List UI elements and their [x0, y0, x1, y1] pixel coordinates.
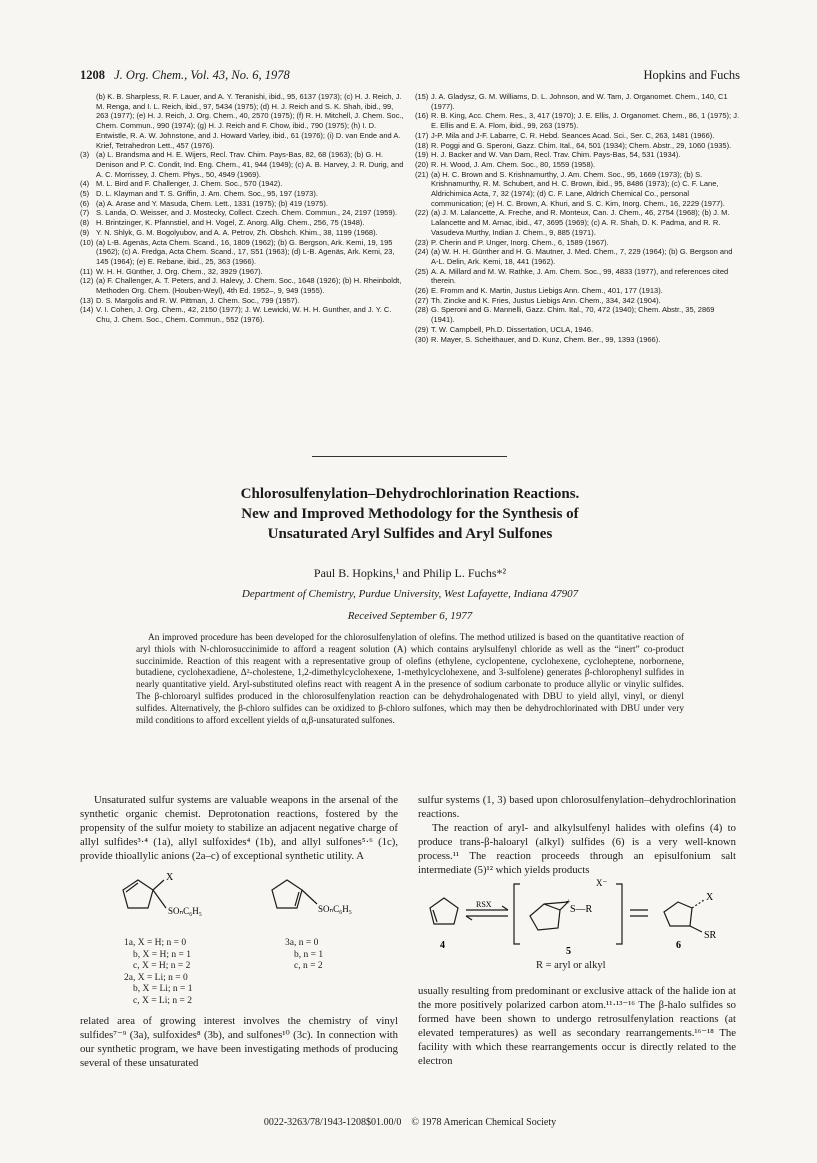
left-bracket	[514, 884, 520, 944]
sulfonium-charge: +	[566, 897, 571, 906]
compound-label: b, X = H; n = 1	[133, 949, 191, 960]
reference-number: (29)	[415, 324, 429, 334]
reference-entry	[415, 160, 740, 170]
sulfonyl-group: SOₙC₆H₅	[168, 906, 202, 916]
compound-label: 2a, X = Li; n = 0	[124, 972, 188, 983]
bond-to-x	[153, 880, 164, 890]
reference-text: (b) K. B. Sharpless, R. F. Lauer, and A. Y. Teranishi, ibid., 95, 6137 (1973); (c) H. J. Reich, J. M. Renga, and I. L. Reich, ibid., 97, 5434 (1975); (d) H. J. Reich and S. K. Shah, ibid., 99, 263 (1977); (e) H. J. Reich, J. Org. Chem., 40, 2570 (1975); (f) R. H. Mitchell, J. Chem. Soc., Chem. Commun., 990 (1974); (g) H. J. Reich and F. Chow, ibid., 790 (1975); (h) I. D. Entwistle, R. A. W. Johnstone, and J. Howard Varley, ibid., 61 (1976); (i) D. van Ende and A. Krief, Tetrahedron Lett., 457 (1976).	[96, 92, 404, 150]
reference-text: (a) L-B. Agenäs, Acta Chem. Scand., 16, 1809 (1962); (b) G. Bergson, Ark. Kemi, 19, 195 (1962); (c) A. Fredga, Acta Chem. Scand., 17, S51 (1963); (d) L-B. Agenäs, Ark. Kemi, 23, 145 (1964); (e) E. Rebane, ibid., 25, 363 (1966).	[96, 237, 395, 266]
reference-text: W. H. H. Günther, J. Org. Chem., 32, 3929 (1967).	[96, 266, 263, 276]
reference-number: (27)	[415, 295, 429, 305]
reference-number: (5)	[80, 189, 90, 199]
reference-number: (22)	[415, 208, 429, 218]
reference-entry	[415, 267, 740, 286]
references-right-column	[415, 92, 740, 344]
paragraph: related area of growing interest involves the chemistry of vinyl sulfides⁷⁻⁹ (3a), sulfoxides⁸ (3b), and sulfones¹⁰ (3c). In connection with our synthetic program, we have been investigating methods of producing several of these unsaturated	[80, 1015, 398, 1069]
reference-entry	[80, 92, 405, 150]
reference-number: (3)	[80, 150, 90, 160]
compound-number: 6	[676, 940, 681, 951]
title-line: Chlorosulfenylation–Dehydrochlorination Reactions.	[240, 486, 580, 502]
compound-label: b, X = Li; n = 1	[133, 984, 193, 995]
reference-text: H. Brintzinger, K. Pfannstiel, and H. Vogel, Z. Anorg. Allg. Chem., 256, 75 (1948).	[96, 218, 365, 228]
paragraph: usually resulting from predominant or exclusive attack of the halide ion at the more positively polarized carbon atom.¹¹·¹³⁻¹⁶ The β-halo sulfides so formed have been shown to undergo retrosulfenylation reactions (at elevated temperatures) as well as secondary rearrangements.¹⁶⁻¹⁸ The facility with which these rearrangements occur is directly related to the electron	[418, 985, 736, 1067]
affiliation: Department of Chemistry, Purdue University, West Lafayette, Indiana 47907	[241, 588, 579, 600]
reference-number: (25)	[415, 266, 429, 276]
reference-entry	[415, 150, 740, 160]
reference-entry	[415, 238, 740, 248]
reference-entry	[80, 150, 405, 179]
reference-text: J-P. Mila and J-F. Labarre, C. R. Hebd. Seances Acad. Sci., Ser. C, 263, 1481 (1966).	[431, 130, 715, 140]
reference-entry	[415, 208, 740, 237]
reference-number: (9)	[80, 227, 90, 237]
reference-entry	[80, 179, 405, 189]
reference-text: (a) W. H. H. Günther and H. G. Mautner, J. Med. Chem., 7, 229 (1964); (b) G. Bergson and A-L. Delin, Ark. Kemi, 18, 441 (1962).	[431, 247, 733, 266]
reference-text: G. Speroni and G. Mannelli, Gazz. Chim. Ital., 70, 472 (1940); Chem. Abstr., 35, 2869 (1941).	[431, 305, 715, 325]
reference-number: (14)	[80, 305, 94, 315]
reference-text: R. Mayer, S. Scheithauer, and D. Kunz, Chem. Ber., 99, 1393 (1966).	[431, 334, 661, 344]
abstract: An improved procedure has been developed for the chlorosulfenylation of olefins. The method utilized is based on the quantitative reaction of aryl thiols with N-chlorosuccinimide to afford a reagent solution (A) which contains arylsulfenyl chloride as well as the “inert” co-product succinimide. Reaction of this reagent with a representative group of olefins (ethylene, cyclopentene, cyclohexene, cycloheptene, norbornene, butadiene, cyclohexadiene, Δ²-cholestene, 1,2-dimethylcyclohexene, 1-methylcyclohexene, and 3-sulfolene) generates β-chlorophenyl sulfides in nearly quantitative yield. Aryl-substituted olefins react with reagent A in the presence of sodium carbonate to produce allylic or vinylic sulfides. The β-chloroaryl sulfides produced in the chlorosulfenylation reaction can be dehydrohalogenated with DBU to yield allyl, vinyl, or dienyl sulfides. Alternatively, the β-chloro sulfides can be oxidized to β-chloro sulfones, which may then be dehydrochlorinated with DBU under very mild conditions to afford excellent yields of α,β-unsaturated sulfones.	[136, 633, 684, 726]
reference-text: A. A. Millard and M. W. Rathke, J. Am. Chem. Soc., 99, 4833 (1977), and references cited therein.	[431, 266, 729, 286]
reference-entry	[80, 208, 405, 218]
sulfonium-r: S—R	[570, 904, 593, 915]
reference-number: (15)	[415, 92, 429, 101]
journal-citation: J. Org. Chem., Vol. 43, No. 6, 1978	[114, 68, 290, 82]
running-header	[80, 68, 740, 84]
reference-text: S. Landa, O. Weisser, and J. Mostecky, Collect. Czech. Chem. Commun., 24, 2197 (1959).	[96, 208, 398, 218]
bond-to-sulfur	[302, 890, 317, 904]
bond-to-sr	[690, 926, 702, 932]
body-left-top	[80, 794, 398, 864]
reference-entry	[80, 305, 405, 324]
section-divider	[312, 456, 507, 457]
counter-ion: X⁻	[596, 878, 608, 888]
structure-1-drawing	[108, 868, 218, 930]
reference-text: R. B. King, Acc. Chem. Res., 3, 417 (1970); J. E. Ellis, J. Organomet. Chem., 86, 1 (1975); J. E. Ellis and E. A. Flom, ibid., 99, 263 (1975).	[431, 111, 740, 131]
reference-entry	[415, 325, 740, 335]
reference-entry	[415, 131, 740, 141]
compound-number: 5	[566, 946, 571, 956]
reference-number: (7)	[80, 208, 90, 218]
reference-entry	[415, 170, 740, 209]
reference-text: (a) A. Arase and Y. Masuda, Chem. Lett., 1331 (1975); (b) 419 (1975).	[96, 198, 328, 208]
reference-number: (8)	[80, 218, 90, 228]
episulfonium-ring	[530, 904, 560, 930]
product-x: X	[706, 892, 714, 903]
paragraph: sulfur systems (1, 3) based upon chlorosulfenylation–dehydrochlorination reactions.	[418, 794, 736, 820]
compound-label: 1a, X = H; n = 0	[124, 938, 187, 948]
reference-number: (28)	[415, 305, 429, 315]
article-authors: Paul B. Hopkins,¹ and Philip L. Fuchs*²	[313, 566, 507, 580]
reference-number: (10)	[80, 237, 94, 247]
cyclopentene-ring	[272, 880, 302, 908]
compound-label: c, X = Li; n = 2	[133, 995, 192, 1006]
copyright: © 1978 American Chemical Society	[411, 1117, 557, 1128]
reference-entry	[80, 228, 405, 238]
reference-text: R. H. Wood, J. Am. Chem. Soc., 80, 1559 (1958).	[431, 159, 596, 169]
reference-entry	[415, 335, 740, 345]
reference-number: (19)	[415, 150, 429, 160]
reference-text: (a) J. M. Lalancette, A. Freche, and R. Monteux, Can. J. Chem., 46, 2754 (1968); (b) J. M. Lalancette and M. Arnac, ibid., 47, 3695 (1969); (c) A. R. Shah, D. K. Padma, and R. R. Vasudeva Murthy, Indian J. Chem., 9, 885 (1971).	[431, 208, 730, 237]
substituent-x: X	[166, 872, 174, 883]
sulfonyl-group: SOₙC₆H₅	[318, 904, 352, 914]
r-definition: R = aryl or alkyl	[536, 960, 606, 971]
reference-text: Th. Zincke and K. Fries, Justus Liebigs Ann. Chem., 334, 342 (1904).	[431, 295, 661, 305]
compound-3-labels	[285, 938, 323, 973]
reference-text: R. Poggi and G. Speroni, Gazz. Chim. Ital., 64, 501 (1934); Chem. Abstr., 29, 1060 (1935).	[431, 140, 732, 150]
title-line: Unsaturated Aryl Sulfides and Aryl Sulfones	[267, 526, 553, 542]
reference-entry	[80, 276, 405, 295]
reference-entry	[415, 296, 740, 306]
scheme-2-drawing	[420, 876, 740, 956]
reference-number: (4)	[80, 179, 90, 189]
reference-text: J. A. Gladysz, G. M. Williams, D. L. Johnson, and W. Tam, J. Organomet. Chem., 140, C1 (1977).	[431, 92, 728, 111]
reference-entry	[415, 92, 740, 111]
reference-entry	[80, 267, 405, 277]
cyclopentene-ring	[123, 880, 153, 908]
reference-number: (21)	[415, 169, 429, 179]
compound-label: b, n = 1	[294, 949, 324, 960]
right-bracket	[616, 884, 622, 944]
reference-entry	[415, 247, 740, 266]
reference-entry	[415, 111, 740, 130]
reference-text: P. Cherin and P. Unger, Inorg. Chem., 6, 1589 (1967).	[431, 237, 609, 247]
reference-text: T. W. Campbell, Ph.D. Dissertation, UCLA, 1946.	[431, 324, 594, 334]
reference-entry	[80, 218, 405, 228]
reference-number: (24)	[415, 247, 429, 257]
body-right-bottom	[418, 985, 736, 1068]
compound-1-2-labels	[124, 938, 193, 1008]
issn-code: 0022-3263/78/1943-1208$01.00/0	[263, 1117, 402, 1128]
s-bond	[544, 902, 568, 904]
reference-text: E. Fromm and K. Martin, Justus Liebigs Ann. Chem., 401, 177 (1913).	[431, 286, 663, 296]
reference-number: (20)	[415, 159, 429, 169]
compound-label: c, n = 2	[294, 961, 323, 972]
article-title	[120, 484, 700, 544]
compound-number: 4	[440, 940, 445, 951]
reference-number: (11)	[80, 266, 93, 276]
product-6-ring	[664, 902, 692, 926]
body-left-bottom	[80, 1015, 398, 1071]
reference-text: V. I. Cohen, J. Org. Chem., 42, 2150 (1977); J. W. Lewicki, W. H. H. Gunther, and J. Y. C. Chu, J. Chem. Soc., Chem. Commun., 552 (1976).	[96, 305, 392, 325]
structure-3-drawing	[262, 868, 382, 930]
running-authors: Hopkins and Fuchs	[643, 68, 740, 82]
reference-number: (16)	[415, 111, 429, 121]
product-sr: SR	[704, 930, 717, 941]
page-number: 1208	[80, 68, 105, 82]
reference-entry	[415, 305, 740, 324]
reference-number: (13)	[80, 295, 94, 305]
paragraph: Unsaturated sulfur systems are valuable weapons in the arsenal of the synthetic organic chemist. Deprotonation reactions, fostered by the propensity of the sulfur moiety to stabilize an adjacent negative charge of allyl sulfides³·⁴ (1a), allyl sulfoxides⁴ (1b), and allyl sulfones⁵·⁶ (1c), provide thioallylic anions (2a–c) of exceptional synthetic utility. A	[80, 794, 398, 862]
reference-entry	[80, 199, 405, 209]
compound-label: c, X = H; n = 2	[133, 961, 191, 972]
reference-number: (26)	[415, 286, 429, 296]
reference-number: (30)	[415, 334, 429, 344]
references-left-column	[80, 92, 405, 325]
reference-number: (6)	[80, 198, 90, 208]
reference-text: D. S. Margolis and R. W. Pittman, J. Chem. Soc., 799 (1957).	[96, 295, 300, 305]
bond-to-x	[692, 900, 704, 908]
body-right-top	[418, 794, 736, 877]
reference-entry	[80, 189, 405, 199]
reference-number: (18)	[415, 140, 429, 150]
reference-text: (a) L. Brandsma and H. E. Wijers, Recl. Trav. Chim. Pays-Bas, 82, 68 (1963); (b) G. H. Denison and P. C. Condit, Ind. Eng. Chem., 41, 944 (1949); (c) A. B. Harvey, J. R. Durig, and A. C. Morrissey, J. Chem. Phys., 50, 4949 (1969).	[96, 150, 404, 179]
reference-number: (17)	[415, 130, 429, 140]
reference-text: Y. N. Shlyk, G. M. Bogolyubov, and A. A. Petrov, Zh. Obshch. Khim., 38, 1199 (1968).	[96, 227, 378, 237]
reference-entry	[415, 141, 740, 151]
olefin-4-ring	[430, 898, 458, 924]
reference-entry	[415, 286, 740, 296]
reference-text: H. J. Backer and W. Van Dam, Recl. Trav. Chim. Pays-Bas, 54, 531 (1934).	[431, 150, 681, 160]
reference-number: (23)	[415, 237, 429, 247]
reference-number: (12)	[80, 276, 94, 286]
reference-number	[80, 92, 96, 150]
paragraph: The reaction of aryl- and alkylsulfenyl halides with olefins (4) to produce trans-β-haloaryl (alkyl) sulfides (6) is a very well-known process.¹¹ The reaction proceeds through an episulfonium salt intermediate (5)¹² which yields products	[418, 821, 736, 876]
reagent-label: RSX	[476, 900, 492, 909]
reference-entry	[80, 296, 405, 306]
bond-to-sulfur	[153, 890, 166, 908]
reference-text: D. L. Klayman and T. S. Griffin, J. Am. Chem. Soc., 95, 197 (1973).	[96, 189, 318, 199]
reference-text: (a) F. Challenger, A. T. Peters, and J. Halevy, J. Chem. Soc., 1648 (1926); (b) H. Rheinboldt, Methoden Org. Chem. (Houben-Weyl), 4th Ed. 1952–, 9, 949 (1955).	[96, 276, 402, 296]
reference-text: (a) H. C. Brown and S. Krishnamurthy, J. Am. Chem. Soc., 95, 1669 (1973); (b) S. Krishnamurthy, R. M. Schubert, and H. C. Brown, ibid., 95, 8486 (1973); (c) C. F. Lane, Aldrichimica Acta, 7, 32 (1974); (d) C. F. Lane, Aldrich Chemical Co., personal communication; (e) H. C. Brown, A. Khuri, and S. C. Kim, Inorg. Chem., 16, 2229 (1977).	[431, 169, 725, 208]
compound-label: 3a, n = 0	[285, 938, 319, 948]
received-date: Received September 6, 1977	[347, 610, 473, 622]
reference-text: M. L. Bird and F. Challenger, J. Chem. Soc., 570 (1942).	[96, 179, 283, 189]
reference-entry	[80, 238, 405, 267]
title-line: New and Improved Methodology for the Synthesis of	[241, 506, 579, 522]
page-footer	[80, 1117, 740, 1128]
